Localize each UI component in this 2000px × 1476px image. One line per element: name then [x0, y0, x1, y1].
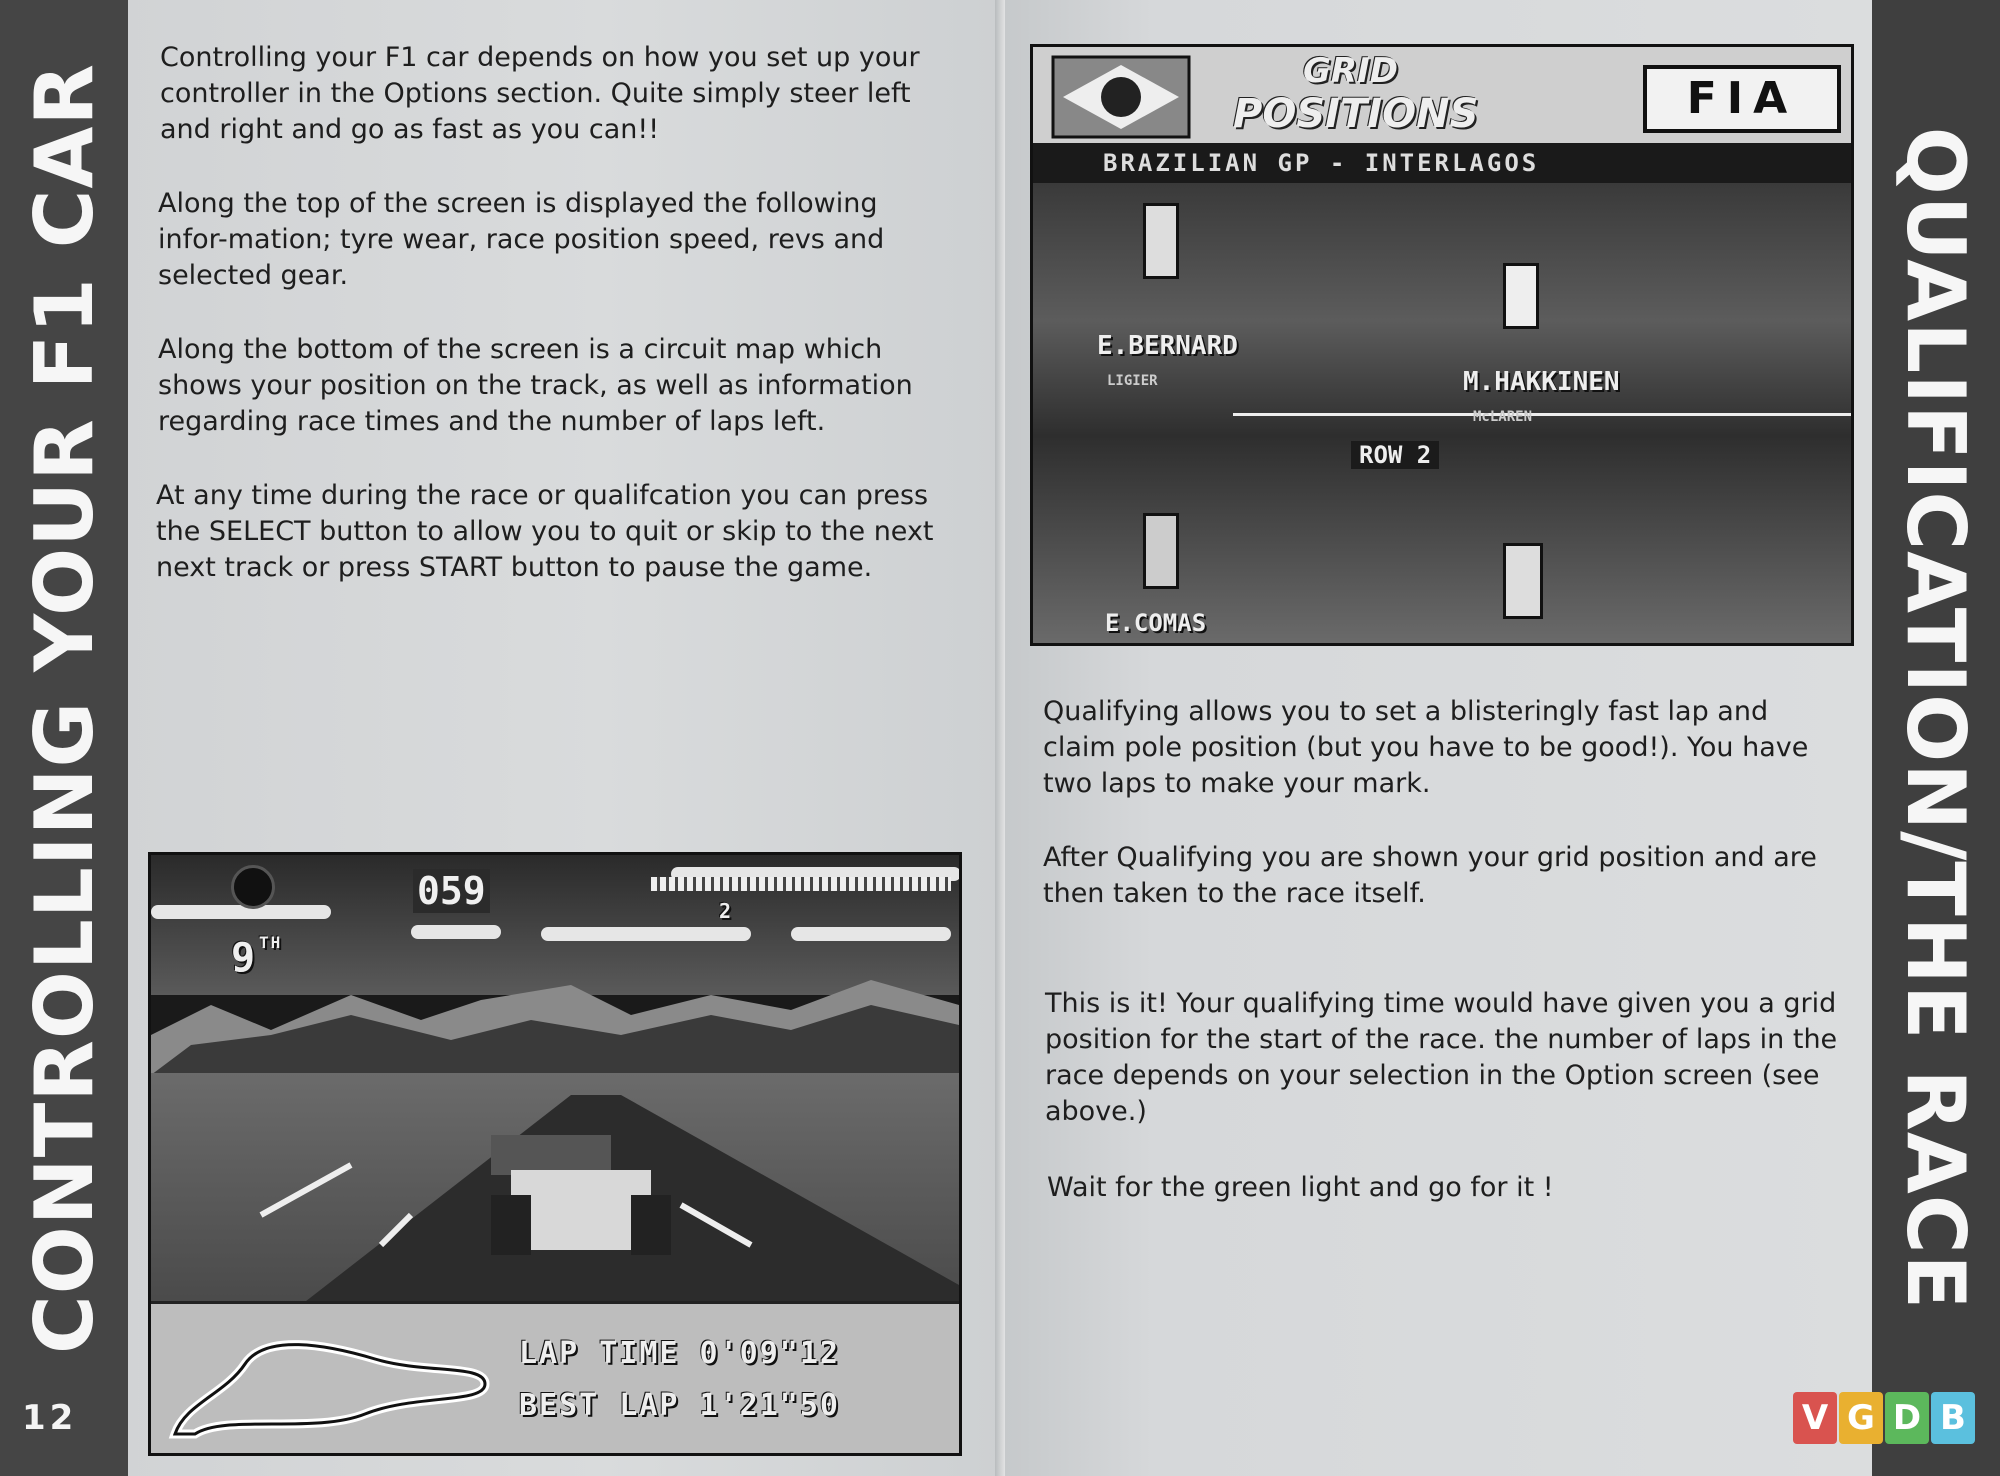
left-paragraph-4: At any time during the race or qualifcation you can press the SELECT button to allow you to quit or skip to the next next track or press START button to pause the game.	[156, 480, 934, 583]
brazil-flag-icon	[1051, 55, 1191, 139]
watermark-letter-v: V	[1793, 1392, 1837, 1444]
race-position-suffix: TH	[259, 933, 283, 952]
car-1-icon	[1143, 203, 1179, 279]
race-name: BRAZILIAN GP - INTERLAGOS	[1103, 149, 1540, 177]
right-paragraph-3: This is it! Your qualifying time would have given you a grid position for the start of the race. the number of laps in the race depends on your selection in the Option screen (see above.)	[1045, 988, 1838, 1127]
rev-meter	[651, 877, 951, 891]
lap-time: LAP TIME 0'09"12	[519, 1336, 840, 1371]
watermark-letter-g: G	[1839, 1392, 1883, 1444]
right-paragraph-1: Qualifying allows you to set a blisteringly fast lap and claim pole position (but you have to be good!). You have two laps to make your mark.	[1043, 696, 1809, 799]
driver-2: M.HAKKINEN	[1463, 367, 1620, 397]
tyre-wear-icon	[231, 865, 275, 909]
left-paragraph-2: Along the top of the screen is displayed the following infor-mation; tyre wear, race position speed, revs and selected gear.	[158, 188, 885, 291]
grid-header	[1033, 47, 1851, 143]
right-paragraph-4: Wait for the green light and go for it !	[1047, 1172, 1554, 1203]
page-number: 12	[22, 1398, 78, 1438]
race-screenshot	[148, 852, 962, 1456]
grid-title-line1: GRID	[1303, 51, 1398, 91]
gear-indicator: 2	[719, 899, 734, 923]
vgdb-watermark	[1793, 1392, 1975, 1444]
car-4-icon	[1503, 543, 1543, 619]
left-sidebar	[0, 0, 128, 1476]
road	[151, 1095, 959, 1305]
grid-screenshot	[1030, 44, 1854, 646]
driver-3: E.COMAS	[1105, 609, 1207, 637]
watermark-letter-d: D	[1885, 1392, 1929, 1444]
team-1: LIGIER	[1107, 373, 1158, 389]
fia-logo: FIA	[1643, 65, 1841, 133]
hud-panel	[151, 1301, 959, 1456]
mountains	[151, 975, 959, 1075]
driver-1: E.BERNARD	[1097, 331, 1238, 361]
speed-readout: 059	[413, 869, 490, 913]
row-label: ROW 2	[1351, 441, 1439, 469]
watermark-letter-b: B	[1931, 1392, 1975, 1444]
circuit-map	[165, 1324, 495, 1444]
race-name-bar	[1033, 143, 1851, 183]
race-position: 9	[231, 935, 258, 981]
best-lap: BEST LAP 1'21"50	[519, 1388, 840, 1423]
left-sidebar-title: CONTROLLING YOUR F1 CAR	[17, 62, 111, 1354]
right-sidebar-title: QUALIFICATION/THE RACE	[1889, 126, 1983, 1310]
grid-title-line2: POSITIONS	[1233, 91, 1479, 137]
grid-scene	[1033, 183, 1851, 643]
left-paragraph-3: Along the bottom of the screen is a circuit map which shows your position on the track, as well as information regarding race times and the number of laps left.	[158, 334, 913, 437]
left-paragraph-1: Controlling your F1 car depends on how you set up your controller in the Options section. Quite simply steer left and right and go as fast as you can!!	[160, 42, 920, 145]
car-2-icon	[1503, 263, 1539, 329]
car-3-icon	[1143, 513, 1179, 589]
right-sidebar	[1872, 0, 2000, 1476]
team-2: McLAREN	[1473, 409, 1533, 425]
right-paragraph-2: After Qualifying you are shown your grid position and are then taken to the race itself.	[1043, 842, 1817, 909]
